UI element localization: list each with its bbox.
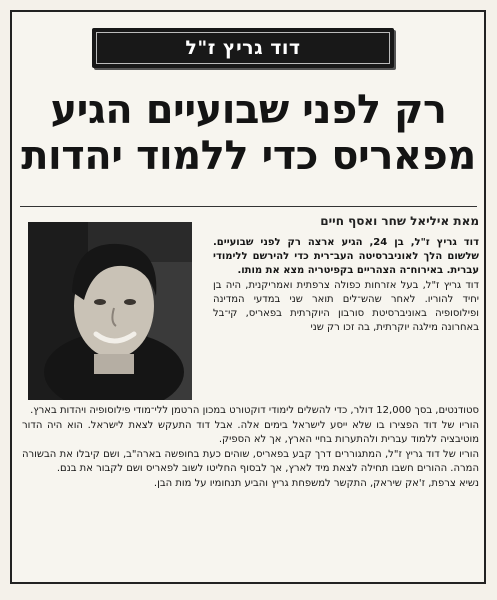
paragraph-scholarship: סטודנטים, בסך 12,000 דולר, כדי להשלים לימודי דוקטורט במכון הרטמן ללי־מודי פילוסופיה ויהדות בארץ. — [30, 405, 479, 416]
paragraph-parents-plea: הוריו של דוד הפצירו בו שלא ייסע לישראל בימים אלה. אבל דוד התעקש לצאת לישראל. הוא היה הדור מוטיבציה ללמוד עברית ולהתערות בחיי הארץ, אך לא הספיק. — [22, 420, 479, 445]
paragraph-intro: דוד גריץ ז"ל, בן 24, הגיע ארצה רק לפני שבועיים. שלשום הלך לאוניברסיטה העב־רית כדי להירשם ללימודי עברית. באירוח־ה הצהריים בקפיטריה מצא את מותו. — [213, 237, 479, 276]
headline-line-1: רק לפני שבועיים הגיע — [50, 87, 447, 133]
byline: מאת איליאל שחר ואסף חיים — [320, 214, 479, 228]
name-banner — [92, 28, 394, 68]
article-body-top — [213, 236, 479, 336]
headline — [10, 88, 487, 178]
divider — [20, 206, 477, 207]
headline-line-2: מפאריס כדי ללמוד יהדות — [21, 133, 476, 179]
paragraph-background: דוד גריץ ז"ל, בעל אזרחות כפולה צרפתית ואמריקנית, היה בן יחיד להוריו. לאחר שהש־לים תואר שני במדעי המדינה ופילוסופיה באוניברסיטת סורבון היוקרתית בפאריס, קי־בל באחרונה מילגה יוקרתית, בה זכו רק שני — [213, 280, 479, 333]
paragraph-condolences: נשיא צרפת, ז'אק שיראק, התקשר למשפחת גריץ והביע תנחומיו על מות הבן. — [153, 478, 479, 489]
article-body-bottom — [22, 404, 479, 492]
banner-title: דוד גריץ ז"ל — [96, 32, 390, 64]
portrait-photo — [28, 222, 192, 400]
paragraph-funeral: הוריו של דוד גריץ ז"ל, המתגוררים דרך קבע בפאריס, שוהים כעת בחופשה בארה"ב, ושם קיבלו את הבשורה המרה. ההורים חשבו תחילה לצאת מיד לארץ, אך לבסוף החליטו לשוב לפאריס ושם לקבור את בנם. — [22, 449, 479, 474]
